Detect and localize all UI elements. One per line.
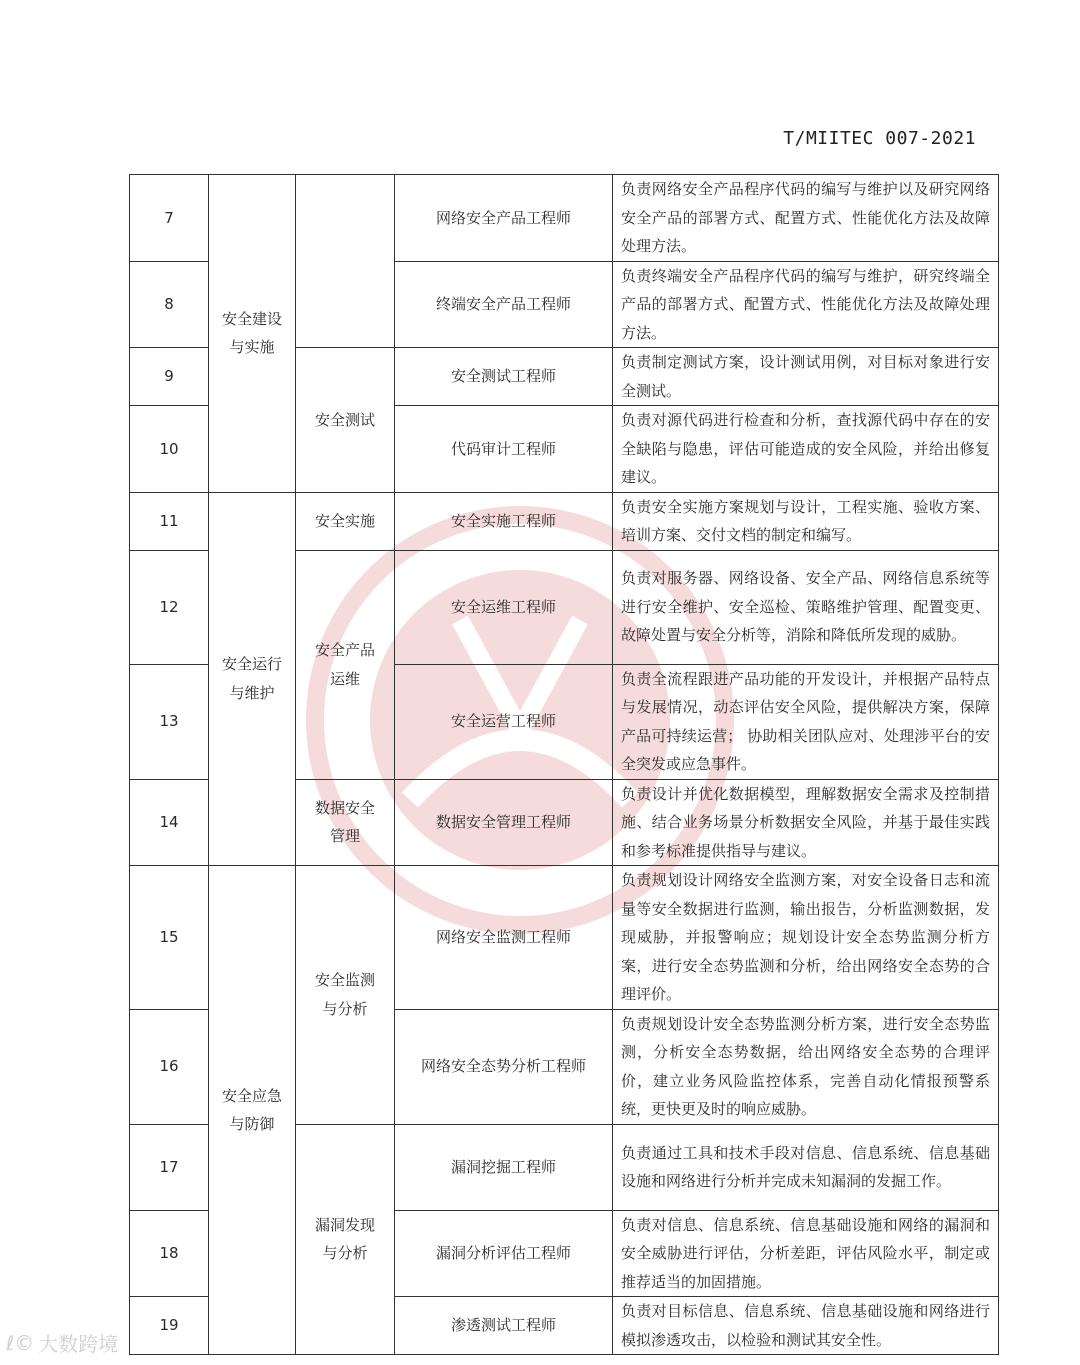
row-number: 14 xyxy=(130,779,209,866)
subcategory-cell: 安全监测与分析 xyxy=(296,866,395,1125)
subcategory-cell: 安全产品运维 xyxy=(296,550,395,779)
row-number: 12 xyxy=(130,550,209,664)
description-cell: 负责终端安全产品程序代码的编写与维护，研究终端全产品的部署方式、配置方式、性能优化方法及故障处理方法。 xyxy=(613,261,999,348)
description-cell: 负责全流程跟进产品功能的开发设计，并根据产品特点与发展情况，动态评估安全风险，提供解决方案，保障产品可持续运营； 协助相关团队应对、处理涉平台的安全突发或应急事件。 xyxy=(613,664,999,779)
row-number: 15 xyxy=(130,866,209,1010)
position-cell: 漏洞挖掘工程师 xyxy=(395,1124,613,1210)
logo-text: 大数跨境 xyxy=(38,1332,119,1356)
description-cell: 负责通过工具和技术手段对信息、信息系统、信息基础设施和网络进行分析并完成未知漏洞的发掘工作。 xyxy=(613,1124,999,1210)
position-cell: 网络安全态势分析工程师 xyxy=(395,1009,613,1124)
row-number: 16 xyxy=(130,1009,209,1124)
document-code: T/MIITEC 007-2021 xyxy=(783,128,976,149)
description-cell: 负责规划设计网络安全监测方案，对安全设备日志和流量等安全数据进行监测，输出报告，分析监测数据，发现威胁，并报警响应；规划设计安全态势监测分析方案，进行安全态势监测和分析，给出网络安全态势的合理评价。 xyxy=(613,866,999,1010)
position-cell: 安全实施工程师 xyxy=(395,492,613,550)
position-cell: 漏洞分析评估工程师 xyxy=(395,1210,613,1297)
category-cell: 安全应急与防御 xyxy=(209,866,296,1355)
subcategory-cell: 漏洞发现与分析 xyxy=(296,1124,395,1355)
publisher-logo xyxy=(6,1328,118,1357)
category-cell: 安全建设与实施 xyxy=(209,175,296,493)
row-number: 18 xyxy=(130,1210,209,1297)
position-cell: 终端安全产品工程师 xyxy=(395,261,613,348)
description-cell: 负责对信息、信息系统、信息基础设施和网络的漏洞和安全威胁进行评估，分析差距，评估风险水平，制定或推荐适当的加固措施。 xyxy=(613,1210,999,1297)
description-cell: 负责网络安全产品程序代码的编写与维护以及研究网络安全产品的部署方式、配置方式、性能优化方法及故障处理方法。 xyxy=(613,175,999,262)
row-number: 7 xyxy=(130,175,209,262)
table-row xyxy=(130,175,999,262)
category-cell: 安全运行与维护 xyxy=(209,492,296,866)
row-number: 11 xyxy=(130,492,209,550)
description-cell: 负责制定测试方案，设计测试用例，对目标对象进行安全测试。 xyxy=(613,348,999,406)
position-cell: 网络安全监测工程师 xyxy=(395,866,613,1010)
table-row xyxy=(130,866,999,1010)
position-cell: 安全运维工程师 xyxy=(395,550,613,664)
subcategory-cell-empty xyxy=(296,175,395,348)
description-cell: 负责对服务器、网络设备、安全产品、网络信息系统等进行安全维护、安全巡检、策略维护管理、配置变更、故障处置与安全分析等，消除和降低所发现的威胁。 xyxy=(613,550,999,664)
description-cell: 负责设计并优化数据模型，理解数据安全需求及控制措施、结合业务场景分析数据安全风险，并基于最佳实践和参考标准提供指导与建议。 xyxy=(613,779,999,866)
logo-icon: ℓ© xyxy=(6,1330,35,1355)
subcategory-cell: 数据安全管理 xyxy=(296,779,395,866)
row-number: 9 xyxy=(130,348,209,406)
job-role-table xyxy=(129,174,999,1355)
table-row xyxy=(130,492,999,550)
position-cell: 渗透测试工程师 xyxy=(395,1297,613,1355)
description-cell: 负责安全实施方案规划与设计，工程实施、验收方案、培训方案、交付文档的制定和编写。 xyxy=(613,492,999,550)
position-cell: 网络安全产品工程师 xyxy=(395,175,613,262)
description-cell: 负责规划设计安全态势监测分析方案，进行安全态势监测，分析安全态势数据，给出网络安全态势的合理评价，建立业务风险监控体系，完善自动化情报预警系统，更快更及时的响应威胁。 xyxy=(613,1009,999,1124)
position-cell: 安全测试工程师 xyxy=(395,348,613,406)
subcategory-cell: 安全实施 xyxy=(296,492,395,550)
description-cell: 负责对源代码进行检查和分析，查找源代码中存在的安全缺陷与隐患，评估可能造成的安全风险，并给出修复建议。 xyxy=(613,406,999,493)
row-number: 10 xyxy=(130,406,209,493)
position-cell: 数据安全管理工程师 xyxy=(395,779,613,866)
subcategory-cell: 安全测试 xyxy=(296,348,395,493)
row-number: 19 xyxy=(130,1297,209,1355)
row-number: 13 xyxy=(130,664,209,779)
position-cell: 安全运营工程师 xyxy=(395,664,613,779)
row-number: 17 xyxy=(130,1124,209,1210)
row-number: 8 xyxy=(130,261,209,348)
description-cell: 负责对目标信息、信息系统、信息基础设施和网络进行模拟渗透攻击，以检验和测试其安全性。 xyxy=(613,1297,999,1355)
position-cell: 代码审计工程师 xyxy=(395,406,613,493)
